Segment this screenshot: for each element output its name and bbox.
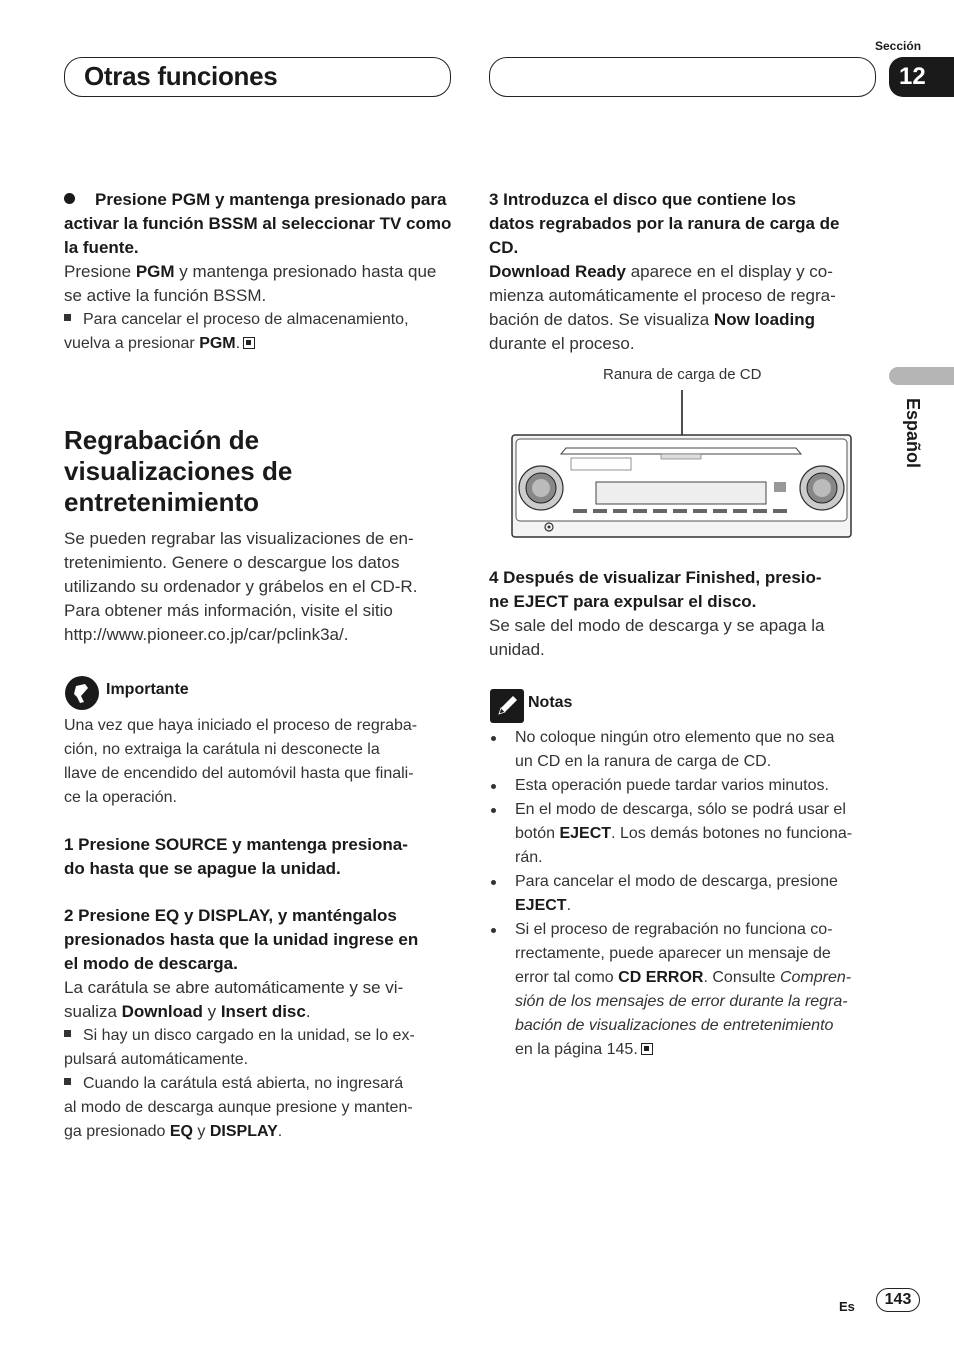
bullet-icon — [491, 736, 496, 741]
section-heading: Regrabación de visualizaciones de entretenimiento — [64, 425, 293, 517]
step-2: 2 Presione EQ y DISPLAY, y manténgalos presionados hasta que la unidad ingrese en el modo de descarga. La carátula se abre automáticamente y se vi- sualiza Download y Insert disc. Si hay un disco cargado en la unidad, se lo ex- pulsará automáticamente. Cuando la carátula está abierta, no ingresará al modo de descarga aunque presione y manten- ga presionado EQ y DISPLAY. — [64, 906, 419, 1140]
notes-label: Notas — [528, 694, 573, 711]
page-number: 143 — [876, 1288, 920, 1312]
list-item: Si el proceso de regrabación no funciona co- rrectamente, puede aparecer un mensaje de error tal como CD ERROR. Consulte Compren- sión de los mensajes de error durante la regra- bación de visualizaciones de entretenimiento en la página 145. — [489, 918, 884, 1062]
list-item: Para cancelar el modo de descarga, presione EJECT. — [489, 870, 884, 918]
bullet-icon — [491, 928, 496, 933]
bullet-dot-icon — [64, 193, 75, 204]
end-mark-icon — [641, 1043, 653, 1055]
footer-lang-code: Es — [839, 1299, 855, 1314]
step-4: 4 Después de visualizar Finished, presio- ne EJECT para expulsar el disco. Se sale del modo de descarga y se apaga la unidad. — [489, 568, 825, 659]
step-3: 3 Introduzca el disco que contiene los datos regrabados por la ranura de carga de CD. Download Ready aparece en el display y co- mienza automáticamente el proceso de regra- bación de datos. Se visualiza Now loading durante el proceso. — [489, 190, 840, 353]
bullet-icon — [491, 808, 496, 813]
square-bullet-icon — [64, 314, 71, 321]
square-bullet-icon — [64, 1078, 71, 1085]
bullet-icon — [491, 784, 496, 789]
language-label: Español — [903, 398, 923, 469]
bssm-body: Presione PGM y mantenga presionado hasta que se active la función BSSM. — [64, 262, 437, 305]
left-column — [64, 188, 454, 356]
section-number-tab: 12 — [889, 57, 954, 97]
important-text: Una vez que haya iniciado el proceso de regraba- ción, no extraiga la carátula ni desconecte la llave de encendido del automóvil hasta que finali- ce la operación. — [64, 717, 418, 806]
bssm-note: Para cancelar el proceso de almacenamiento, vuelva a presionar PGM. — [64, 311, 409, 352]
end-mark-icon — [243, 337, 255, 349]
list-item: En el modo de descarga, sólo se podrá usar el botón EJECT. Los demás botones no funciona- rán. — [489, 798, 884, 870]
car-stereo-illustration — [511, 388, 853, 540]
page-section-title: Otras funciones — [84, 61, 278, 91]
notes-pencil-icon — [490, 689, 524, 723]
figure-caption: Ranura de carga de CD — [603, 366, 762, 383]
notes-list — [489, 726, 884, 1062]
language-tab-marker — [889, 367, 954, 385]
header-empty-pill — [489, 57, 876, 97]
list-item: No coloque ningún otro elemento que no sea un CD en la ranura de carga de CD. — [489, 726, 884, 774]
bullet-icon — [491, 880, 496, 885]
square-bullet-icon — [64, 1030, 71, 1037]
step-1-heading: 1 Presione SOURCE y mantenga presiona- do hasta que se apague la unidad. — [64, 835, 408, 878]
list-item: Esta operación puede tardar varios minutos. — [489, 774, 884, 798]
bssm-heading: Presione PGM y mantenga presionado para activar la función BSSM al seleccionar TV como la fuente. — [64, 190, 452, 257]
important-label: Importante — [106, 681, 189, 698]
intro-paragraph: Se pueden regrabar las visualizaciones de en- tretenimiento. Genere o descargue los datos utilizando su ordenador y grábelos en el CD-R. Para obtener más información, visite el sitio http://www.pioneer.co.jp/car/pclink3a/. — [64, 529, 418, 644]
section-label: Sección — [875, 39, 922, 53]
important-icon — [65, 676, 99, 710]
